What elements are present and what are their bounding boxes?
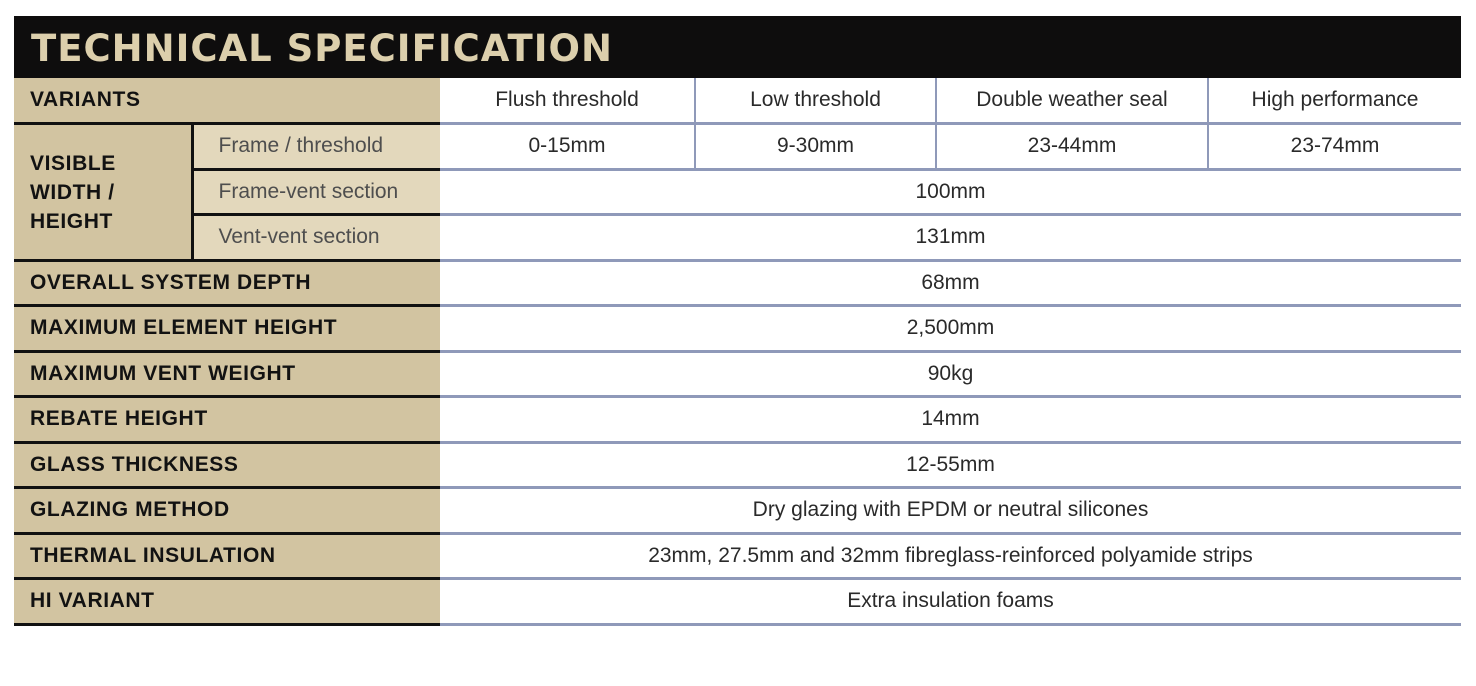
frame-threshold-label: Frame / threshold [192,124,440,170]
row-value: 14mm [440,397,1461,443]
variant-low-threshold: Low threshold [695,78,936,124]
row-value: Extra insulation foams [440,579,1461,625]
spec-sheet [14,16,1461,626]
row-value: 68mm [440,260,1461,306]
visible-width-height-label: VISIBLE WIDTH / HEIGHT [14,124,192,261]
frame-threshold-double: 23-44mm [936,124,1208,170]
table-row [14,488,1461,534]
row-label: REBATE HEIGHT [14,397,440,443]
frame-threshold-high: 23-74mm [1208,124,1461,170]
row-value: 12-55mm [440,442,1461,488]
frame-threshold-low: 9-30mm [695,124,936,170]
table-row [14,351,1461,397]
row-value: 23mm, 27.5mm and 32mm fibreglass-reinforced polyamide strips [440,533,1461,579]
frame-threshold-row [14,124,1461,170]
variants-label: VARIANTS [14,78,440,124]
vent-vent-value: 131mm [440,215,1461,261]
table-row [14,260,1461,306]
row-value: 90kg [440,351,1461,397]
frame-vent-value: 100mm [440,169,1461,215]
row-label: GLASS THICKNESS [14,442,440,488]
vent-vent-row [14,215,1461,261]
row-label: MAXIMUM ELEMENT HEIGHT [14,306,440,352]
row-value: 2,500mm [440,306,1461,352]
table-row [14,306,1461,352]
row-label: OVERALL SYSTEM DEPTH [14,260,440,306]
variant-high-performance: High performance [1208,78,1461,124]
frame-vent-row [14,169,1461,215]
row-label: THERMAL INSULATION [14,533,440,579]
row-label: HI VARIANT [14,579,440,625]
page-title: TECHNICAL SPECIFICATION [14,16,1461,78]
spec-table [14,78,1461,626]
vent-vent-label: Vent-vent section [192,215,440,261]
table-row [14,442,1461,488]
row-value: Dry glazing with EPDM or neutral silicones [440,488,1461,534]
table-row [14,579,1461,625]
table-row [14,533,1461,579]
row-label: GLAZING METHOD [14,488,440,534]
table-row [14,397,1461,443]
variant-double-weather-seal: Double weather seal [936,78,1208,124]
row-label: MAXIMUM VENT WEIGHT [14,351,440,397]
frame-threshold-flush: 0-15mm [440,124,695,170]
frame-vent-label: Frame-vent section [192,169,440,215]
variants-row [14,78,1461,124]
variant-flush-threshold: Flush threshold [440,78,695,124]
